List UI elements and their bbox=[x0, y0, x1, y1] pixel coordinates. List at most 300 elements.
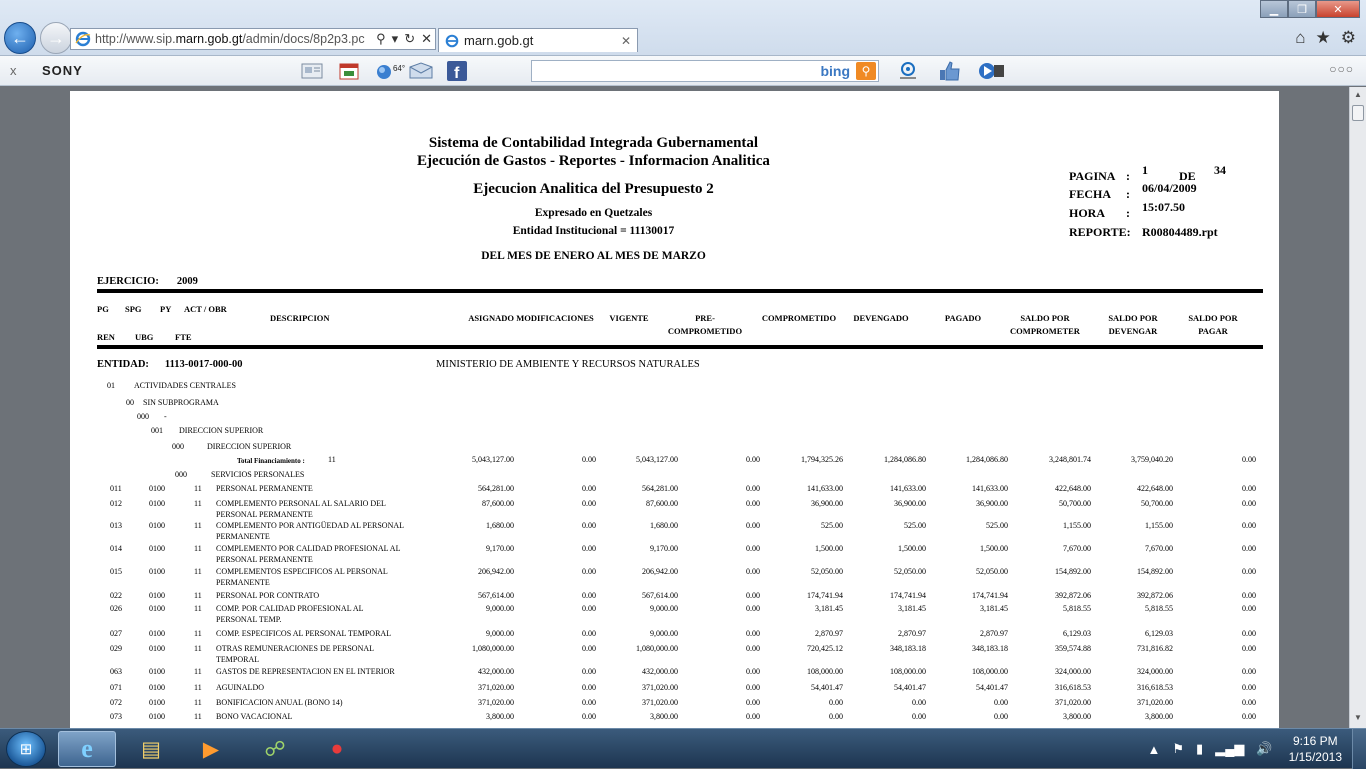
row-devengado: 2,870.97 bbox=[898, 629, 926, 638]
sony-logo: SONY bbox=[42, 63, 83, 78]
row-asignado: 3,800.00 bbox=[486, 712, 514, 721]
clock-date: 1/15/2013 bbox=[1288, 750, 1342, 764]
toolbar-close-button[interactable]: x bbox=[10, 63, 17, 78]
row-ubg: 0100 bbox=[149, 712, 165, 721]
home-icon[interactable]: ⌂ bbox=[1295, 28, 1306, 47]
row-comprometido: 525.00 bbox=[821, 521, 843, 530]
meta-de-value: 34 bbox=[1214, 163, 1226, 177]
row-devengado: 3,181.45 bbox=[898, 604, 926, 613]
row-ubg: 0100 bbox=[149, 644, 165, 653]
show-desktop-button[interactable] bbox=[1352, 729, 1366, 769]
row-saldo-comprometer: 392,872.06 bbox=[1055, 591, 1091, 600]
tab-close-icon[interactable]: ✕ bbox=[620, 33, 631, 48]
row-saldo-comprometer: 422,648.00 bbox=[1055, 484, 1091, 493]
close-window-button[interactable]: ✕ bbox=[1316, 0, 1360, 18]
maximize-button[interactable]: ❐ bbox=[1288, 0, 1316, 18]
row-vigente: 87,600.00 bbox=[646, 499, 678, 508]
total-fte: 11 bbox=[328, 455, 336, 464]
row-precomprometido: 0.00 bbox=[746, 499, 760, 508]
paint-icon: ● bbox=[330, 737, 344, 760]
col-ren: REN bbox=[97, 332, 115, 342]
row-pagado: 108,000.00 bbox=[972, 667, 1008, 676]
url-host: marn.gob.gt bbox=[175, 32, 243, 46]
row-pagado: 1,500.00 bbox=[980, 544, 1008, 553]
row-modificaciones: 0.00 bbox=[582, 629, 596, 638]
level2-code: 00 bbox=[126, 398, 134, 407]
report-period: DEL MES DE ENERO AL MES DE MARZO bbox=[481, 250, 706, 262]
row-fte: 11 bbox=[194, 484, 202, 493]
row-devengado: 174,741.94 bbox=[890, 591, 926, 600]
row-modificaciones: 0.00 bbox=[582, 544, 596, 553]
row-vigente: 9,000.00 bbox=[650, 629, 678, 638]
total-saldo-devengar: 3,759,040.20 bbox=[1131, 455, 1173, 464]
row-comprometido: 720,425.12 bbox=[807, 644, 843, 653]
row-precomprometido: 0.00 bbox=[746, 712, 760, 721]
row-ren: 071 bbox=[110, 683, 122, 692]
entidad-label: ENTIDAD: bbox=[97, 359, 149, 370]
row-modificaciones: 0.00 bbox=[582, 591, 596, 600]
row-devengado: 525.00 bbox=[904, 521, 926, 530]
search-icon[interactable]: ⚲ bbox=[376, 31, 386, 46]
row-precomprometido: 0.00 bbox=[746, 644, 760, 653]
report-title-line1: Sistema de Contabilidad Integrada Gubernamental bbox=[428, 135, 759, 151]
total-pagado: 1,284,086.80 bbox=[966, 455, 1008, 464]
meta-reporte-value: R00804489.rpt bbox=[1142, 225, 1218, 239]
row-ubg: 0100 bbox=[149, 591, 165, 600]
row-descripcion: PERSONAL POR CONTRATO bbox=[216, 591, 320, 600]
row-vigente: 1,080,000.00 bbox=[636, 644, 678, 653]
row-precomprometido: 0.00 bbox=[746, 544, 760, 553]
windows-taskbar bbox=[0, 728, 1366, 768]
meta-fecha-label: FECHA bbox=[1069, 187, 1111, 201]
col-ubg: UBG bbox=[135, 332, 154, 342]
row-comprometido: 141,633.00 bbox=[807, 484, 843, 493]
row-saldo-devengar: 5,818.55 bbox=[1145, 604, 1173, 613]
meta-de-label: DE bbox=[1179, 169, 1196, 183]
tab-title: marn.gob.gt bbox=[464, 33, 534, 48]
ejercicio bbox=[97, 276, 198, 287]
row-ubg: 0100 bbox=[149, 629, 165, 638]
meta-reporte-label: REPORTE: bbox=[1069, 225, 1131, 239]
row-saldo-comprometer: 154,892.00 bbox=[1055, 567, 1091, 576]
row-pagado: 36,900.00 bbox=[976, 499, 1008, 508]
row-saldo-devengar: 422,648.00 bbox=[1137, 484, 1173, 493]
row-saldo-devengar: 154,892.00 bbox=[1137, 567, 1173, 576]
header-rule-bottom bbox=[97, 345, 1263, 349]
row-saldo-devengar: 7,670.00 bbox=[1145, 544, 1173, 553]
row-fte: 11 bbox=[194, 667, 202, 676]
row-ren: 014 bbox=[110, 544, 122, 553]
total-label: Total Financiamiento : bbox=[237, 457, 305, 465]
row-asignado: 371,020.00 bbox=[478, 698, 514, 707]
row-asignado: 9,170.00 bbox=[486, 544, 514, 553]
row-descripcion: BONIFICACION ANUAL (BONO 14) bbox=[216, 698, 343, 707]
col-precomprometido bbox=[665, 312, 745, 338]
window-controls bbox=[1260, 0, 1360, 18]
refresh-icon[interactable]: ↻ bbox=[404, 31, 416, 46]
stop-icon[interactable]: ✕ bbox=[421, 31, 432, 46]
row-vigente: 9,000.00 bbox=[650, 604, 678, 613]
row-devengado: 36,900.00 bbox=[894, 499, 926, 508]
browser-tab[interactable] bbox=[438, 28, 638, 52]
clock-time: 9:16 PM bbox=[1292, 734, 1338, 748]
sony-toolbar bbox=[0, 56, 1366, 86]
level1-name: ACTIVIDADES CENTRALES bbox=[134, 381, 236, 390]
volume-icon[interactable]: 🔊 bbox=[1256, 741, 1273, 756]
row-descripcion: PERSONAL PERMANENTE bbox=[216, 484, 313, 493]
row-devengado: 52,050.00 bbox=[894, 567, 926, 576]
start-button[interactable] bbox=[6, 731, 46, 767]
row-vigente: 564,281.00 bbox=[642, 484, 678, 493]
level1-code: 01 bbox=[107, 381, 115, 390]
row-modificaciones: 0.00 bbox=[582, 698, 596, 707]
meta-pagina-label: PAGINA bbox=[1069, 169, 1116, 183]
taskbar-explorer[interactable] bbox=[122, 731, 180, 767]
level5-name: DIRECCION SUPERIOR bbox=[207, 442, 292, 451]
col-asignado: ASIGNADO bbox=[468, 313, 514, 323]
dropdown-icon[interactable]: ▾ bbox=[391, 31, 399, 46]
row-modificaciones: 0.00 bbox=[582, 683, 596, 692]
row-saldo-pagar: 0.00 bbox=[1242, 591, 1256, 600]
col-vigente: VIGENTE bbox=[609, 313, 649, 323]
row-devengado: 0.00 bbox=[912, 712, 926, 721]
row-fte: 11 bbox=[194, 604, 202, 613]
col-saldo-comprometer-l1: SALDO POR bbox=[1020, 313, 1070, 323]
row-fte: 11 bbox=[194, 698, 202, 707]
row-saldo-comprometer: 7,670.00 bbox=[1063, 544, 1091, 553]
network-icon: ☍ bbox=[264, 737, 286, 761]
row-asignado: 564,281.00 bbox=[478, 484, 514, 493]
row-ubg: 0100 bbox=[149, 521, 165, 530]
pdf-viewer[interactable] bbox=[0, 87, 1349, 728]
weather-icon[interactable] bbox=[372, 59, 406, 83]
taskbar-media-player[interactable] bbox=[182, 731, 240, 767]
row-ubg: 0100 bbox=[149, 698, 165, 707]
taskbar-ie[interactable] bbox=[58, 731, 116, 767]
row-saldo-comprometer: 316,618.53 bbox=[1055, 683, 1091, 692]
row-modificaciones: 0.00 bbox=[582, 667, 596, 676]
col-act-obr: ACT / OBR bbox=[184, 304, 227, 314]
row-saldo-pagar: 0.00 bbox=[1242, 698, 1256, 707]
col-pg: PG bbox=[97, 304, 109, 314]
ejercicio-value: 2009 bbox=[176, 276, 198, 287]
row-ubg: 0100 bbox=[149, 544, 165, 553]
total-saldo-pagar: 0.00 bbox=[1242, 455, 1256, 464]
meta-hora-value: 15:07.50 bbox=[1142, 200, 1185, 214]
weather-temp: 64° bbox=[392, 63, 406, 73]
ie-page-icon bbox=[75, 31, 91, 47]
row-pagado: 54,401.47 bbox=[976, 683, 1008, 692]
row-pagado: 141,633.00 bbox=[972, 484, 1008, 493]
video-player-icon[interactable] bbox=[978, 59, 1006, 83]
level3-code: 000 bbox=[137, 412, 149, 421]
row-ubg: 0100 bbox=[149, 683, 165, 692]
row-fte: 11 bbox=[194, 591, 202, 600]
col-pagado: PAGADO bbox=[944, 313, 982, 323]
taskbar-network[interactable] bbox=[246, 731, 304, 767]
row-saldo-devengar: 392,872.06 bbox=[1137, 591, 1173, 600]
row-vigente: 432,000.00 bbox=[642, 667, 678, 676]
row-saldo-pagar: 0.00 bbox=[1242, 644, 1256, 653]
row-modificaciones: 0.00 bbox=[582, 499, 596, 508]
header-rule-top bbox=[97, 289, 1263, 293]
row-asignado: 1,080,000.00 bbox=[472, 644, 514, 653]
row-modificaciones: 0.00 bbox=[582, 712, 596, 721]
meta-hora-label: HORA bbox=[1069, 206, 1105, 220]
row-saldo-comprometer: 3,800.00 bbox=[1063, 712, 1091, 721]
toolbar-more-icon[interactable]: ○○○ bbox=[1329, 62, 1354, 76]
row-fte: 11 bbox=[194, 644, 202, 653]
row-comprometido: 1,500.00 bbox=[815, 544, 843, 553]
forward-button[interactable] bbox=[40, 22, 72, 54]
system-tray bbox=[1142, 729, 1366, 769]
row-ren: 029 bbox=[110, 644, 122, 653]
bing-search-box[interactable] bbox=[531, 60, 879, 82]
row-saldo-devengar: 1,155.00 bbox=[1145, 521, 1173, 530]
row-pagado: 348,183.18 bbox=[972, 644, 1008, 653]
col-saldo-devengar-l2: DEVENGAR bbox=[1108, 326, 1158, 336]
row-precomprometido: 0.00 bbox=[746, 667, 760, 676]
address-url[interactable] bbox=[95, 32, 373, 46]
row-saldo-comprometer: 1,155.00 bbox=[1063, 521, 1091, 530]
row-asignado: 9,000.00 bbox=[486, 629, 514, 638]
browser-right-controls bbox=[1295, 28, 1356, 48]
row-saldo-devengar: 50,700.00 bbox=[1141, 499, 1173, 508]
row-ren: 015 bbox=[110, 567, 122, 576]
row-saldo-devengar: 324,000.00 bbox=[1137, 667, 1173, 676]
row-asignado: 87,600.00 bbox=[482, 499, 514, 508]
meta-colon-2: : bbox=[1126, 187, 1130, 201]
row-ren: 022 bbox=[110, 591, 122, 600]
col-saldo-pagar-l2: PAGAR bbox=[1198, 326, 1228, 336]
facebook-icon[interactable] bbox=[444, 59, 470, 83]
row-ren: 013 bbox=[110, 521, 122, 530]
row-modificaciones: 0.00 bbox=[582, 567, 596, 576]
row-pagado: 174,741.94 bbox=[972, 591, 1008, 600]
col-saldo-comprometer bbox=[1004, 312, 1086, 338]
row-pagado: 0.00 bbox=[994, 712, 1008, 721]
row-saldo-pagar: 0.00 bbox=[1242, 521, 1256, 530]
taskbar-paint[interactable] bbox=[308, 731, 366, 767]
level4-code: 001 bbox=[151, 426, 163, 435]
row-precomprometido: 0.00 bbox=[746, 484, 760, 493]
ie-tab-icon bbox=[445, 34, 459, 48]
back-arrow-icon: ← bbox=[11, 27, 29, 48]
row-asignado: 9,000.00 bbox=[486, 604, 514, 613]
row-saldo-devengar: 3,800.00 bbox=[1145, 712, 1173, 721]
row-asignado: 371,020.00 bbox=[478, 683, 514, 692]
row-ubg: 0100 bbox=[149, 499, 165, 508]
report-page bbox=[70, 91, 1279, 728]
row-descripcion: GASTOS DE REPRESENTACION EN EL INTERIOR bbox=[216, 667, 395, 676]
meta-pagina-value: 1 bbox=[1142, 163, 1148, 177]
row-ren: 012 bbox=[110, 499, 122, 508]
minimize-button[interactable]: ▁ bbox=[1260, 0, 1288, 18]
battery-icon[interactable]: ▮ bbox=[1196, 741, 1204, 756]
row-descripcion: COMP. POR CALIDAD PROFESIONAL AL PERSONAL TEMP. bbox=[216, 604, 364, 624]
row-pagado: 525.00 bbox=[986, 521, 1008, 530]
url-prefix: http://www.sip. bbox=[95, 32, 176, 46]
total-asignado: 5,043,127.00 bbox=[472, 455, 514, 464]
row-vigente: 371,020.00 bbox=[642, 683, 678, 692]
action-center-flag-icon[interactable]: ⚑ bbox=[1172, 741, 1185, 756]
row-saldo-pagar: 0.00 bbox=[1242, 567, 1256, 576]
col-precomprometido-l2: COMPROMETIDO bbox=[667, 326, 743, 336]
row-fte: 11 bbox=[194, 629, 202, 638]
scroll-thumb[interactable] bbox=[1352, 105, 1364, 121]
scroll-up-icon[interactable]: ▲ bbox=[1354, 90, 1362, 99]
row-descripcion: COMPLEMENTO POR ANTIGÜEDAD AL PERSONAL PERMANENTE bbox=[216, 521, 404, 541]
row-vigente: 371,020.00 bbox=[642, 698, 678, 707]
row-comprometido: 2,870.97 bbox=[815, 629, 843, 638]
row-comprometido: 174,741.94 bbox=[807, 591, 843, 600]
toolbar-icons bbox=[300, 59, 470, 83]
wifi-signal-icon[interactable]: ▂▄▆ bbox=[1215, 741, 1245, 756]
row-ubg: 0100 bbox=[149, 484, 165, 493]
row-asignado: 1,680.00 bbox=[486, 521, 514, 530]
row-fte: 11 bbox=[194, 499, 202, 508]
row-pagado: 52,050.00 bbox=[976, 567, 1008, 576]
row-saldo-pagar: 0.00 bbox=[1242, 629, 1256, 638]
row-saldo-pagar: 0.00 bbox=[1242, 683, 1256, 692]
vertical-scrollbar[interactable] bbox=[1349, 87, 1366, 728]
row-ren: 072 bbox=[110, 698, 122, 707]
col-saldo-devengar bbox=[1092, 312, 1174, 338]
tools-gear-icon[interactable]: ⚙ bbox=[1340, 28, 1356, 47]
row-saldo-pagar: 0.00 bbox=[1242, 604, 1256, 613]
row-saldo-pagar: 0.00 bbox=[1242, 499, 1256, 508]
row-devengado: 0.00 bbox=[912, 698, 926, 707]
row-pagado: 0.00 bbox=[994, 698, 1008, 707]
entidad bbox=[97, 359, 243, 370]
row-modificaciones: 0.00 bbox=[582, 484, 596, 493]
row-saldo-pagar: 0.00 bbox=[1242, 712, 1256, 721]
row-devengado: 54,401.47 bbox=[894, 683, 926, 692]
total-saldo-comprometer: 3,248,801.74 bbox=[1049, 455, 1091, 464]
col-saldo-pagar bbox=[1172, 312, 1254, 338]
toolbar-icons-right bbox=[894, 59, 1006, 83]
svg-text:f: f bbox=[454, 65, 460, 82]
bing-search-button[interactable]: ⚲ bbox=[856, 62, 876, 80]
row-ren: 026 bbox=[110, 604, 122, 613]
meta-colon-1: : bbox=[1126, 169, 1130, 183]
row-precomprometido: 0.00 bbox=[746, 521, 760, 530]
tray-chevron-icon[interactable]: ▲ bbox=[1147, 741, 1161, 757]
col-descripcion: DESCRIPCION bbox=[270, 313, 330, 323]
row-precomprometido: 0.00 bbox=[746, 683, 760, 692]
row-precomprometido: 0.00 bbox=[746, 698, 760, 707]
row-asignado: 206,942.00 bbox=[478, 567, 514, 576]
row-ubg: 0100 bbox=[149, 567, 165, 576]
row-modificaciones: 0.00 bbox=[582, 604, 596, 613]
row-precomprometido: 0.00 bbox=[746, 567, 760, 576]
row-saldo-devengar: 6,129.03 bbox=[1145, 629, 1173, 638]
news-icon[interactable] bbox=[300, 59, 326, 83]
scroll-down-icon[interactable]: ▼ bbox=[1354, 713, 1362, 722]
row-devengado: 348,183.18 bbox=[890, 644, 926, 653]
calendar-icon[interactable] bbox=[336, 59, 362, 83]
entidad-name: MINISTERIO DE AMBIENTE Y RECURSOS NATURALES bbox=[436, 359, 700, 370]
row-saldo-devengar: 731,816.82 bbox=[1137, 644, 1173, 653]
col-fte: FTE bbox=[175, 332, 192, 342]
ie-icon: e bbox=[81, 734, 93, 763]
row-saldo-comprometer: 6,129.03 bbox=[1063, 629, 1091, 638]
row-vigente: 206,942.00 bbox=[642, 567, 678, 576]
col-py: PY bbox=[160, 304, 172, 314]
row-ren: 063 bbox=[110, 667, 122, 676]
row-saldo-comprometer: 5,818.55 bbox=[1063, 604, 1091, 613]
row-descripcion: COMPLEMENTOS ESPECIFICOS AL PERSONAL PERMANENTE bbox=[216, 567, 388, 587]
media-player-icon: ▶ bbox=[202, 737, 220, 761]
back-button[interactable] bbox=[4, 22, 36, 54]
windows-logo-icon: ⊞ bbox=[19, 741, 33, 758]
col-comprometido: COMPROMETIDO bbox=[761, 313, 837, 323]
row-devengado: 1,500.00 bbox=[898, 544, 926, 553]
report-title-line2: Ejecución de Gastos - Reportes - Informacion Analitica bbox=[417, 153, 770, 169]
row-ubg: 0100 bbox=[149, 667, 165, 676]
row-comprometido: 52,050.00 bbox=[811, 567, 843, 576]
row-descripcion: COMPLEMENTO POR CALIDAD PROFESIONAL AL PERSONAL PERMANENTE bbox=[216, 544, 401, 564]
row-descripcion: AGUINALDO bbox=[216, 683, 264, 692]
col-modificaciones: MODIFICACIONES bbox=[516, 313, 594, 323]
row-saldo-comprometer: 359,574.88 bbox=[1055, 644, 1091, 653]
report-subtitle-currency: Expresado en Quetzales bbox=[534, 207, 653, 219]
row-pagado: 2,870.97 bbox=[980, 629, 1008, 638]
meta-fecha-value: 06/04/2009 bbox=[1142, 181, 1197, 195]
ejercicio-label: EJERCICIO: bbox=[97, 276, 159, 287]
row-precomprometido: 0.00 bbox=[746, 591, 760, 600]
report-subtitle-entity: Entidad Institucional = 11130017 bbox=[512, 225, 675, 237]
favorites-icon[interactable]: ★ bbox=[1315, 28, 1331, 47]
address-bar[interactable] bbox=[70, 28, 436, 50]
row-modificaciones: 0.00 bbox=[582, 644, 596, 653]
entidad-code: 1113-0017-000-00 bbox=[164, 359, 243, 370]
music-unlimited-icon[interactable] bbox=[894, 59, 922, 83]
row-saldo-pagar: 0.00 bbox=[1242, 484, 1256, 493]
col-saldo-pagar-l1: SALDO POR bbox=[1188, 313, 1238, 323]
report-title-line3: Ejecucion Analitica del Presupuesto 2 bbox=[473, 181, 714, 197]
col-precomprometido-l1: PRE- bbox=[695, 313, 715, 323]
col-devengado: DEVENGADO bbox=[853, 313, 909, 323]
total-precomprometido: 0.00 bbox=[746, 455, 760, 464]
level3-name: - bbox=[164, 412, 167, 421]
row-saldo-pagar: 0.00 bbox=[1242, 667, 1256, 676]
level5-code: 000 bbox=[172, 442, 184, 451]
like-thumb-icon[interactable] bbox=[936, 59, 964, 83]
row-descripcion: BONO VACACIONAL bbox=[216, 712, 293, 721]
clock[interactable] bbox=[1289, 733, 1342, 765]
row-fte: 11 bbox=[194, 521, 202, 530]
row-fte: 11 bbox=[194, 712, 202, 721]
row-ren: 027 bbox=[110, 629, 122, 638]
row-fte: 11 bbox=[194, 544, 202, 553]
level6-name: SERVICIOS PERSONALES bbox=[211, 470, 305, 479]
level2-name: SIN SUBPROGRAMA bbox=[143, 398, 219, 407]
row-ubg: 0100 bbox=[149, 604, 165, 613]
total-comprometido: 1,794,325.26 bbox=[801, 455, 843, 464]
row-comprometido: 3,181.45 bbox=[815, 604, 843, 613]
row-saldo-comprometer: 324,000.00 bbox=[1055, 667, 1091, 676]
row-comprometido: 54,401.47 bbox=[811, 683, 843, 692]
col-spg: SPG bbox=[125, 304, 142, 314]
level6-code: 000 bbox=[175, 470, 187, 479]
row-vigente: 3,800.00 bbox=[650, 712, 678, 721]
row-devengado: 108,000.00 bbox=[890, 667, 926, 676]
row-saldo-comprometer: 371,020.00 bbox=[1055, 698, 1091, 707]
row-devengado: 141,633.00 bbox=[890, 484, 926, 493]
forward-arrow-icon: → bbox=[47, 27, 65, 48]
row-descripcion: COMP. ESPECIFICOS AL PERSONAL TEMPORAL bbox=[216, 629, 392, 638]
